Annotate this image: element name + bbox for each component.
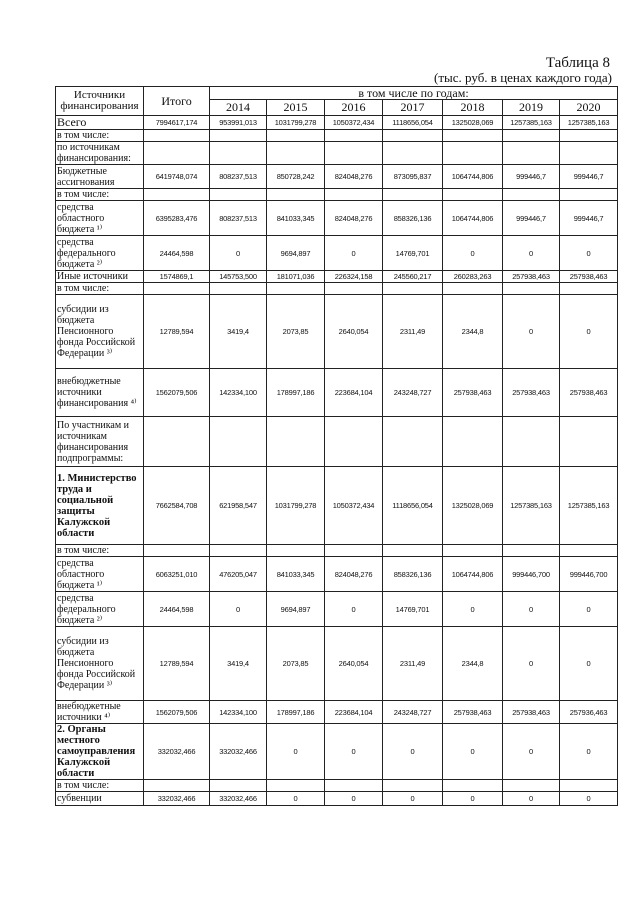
cell-empty	[267, 142, 325, 165]
cell-year-value: 850728,242	[267, 165, 325, 189]
header-sources: Источники финансирования	[56, 87, 144, 116]
cell-empty	[210, 283, 267, 295]
cell-year-value: 0	[325, 592, 383, 627]
cell-empty	[443, 189, 503, 201]
cell-year-value: 257938,463	[503, 701, 560, 724]
cell-year-value: 332032,466	[210, 792, 267, 806]
cell-year-value: 841033,345	[267, 557, 325, 592]
cell-empty	[325, 142, 383, 165]
cell-year-value: 257936,463	[560, 701, 618, 724]
table-row	[56, 557, 618, 592]
cell-year-value: 2344,8	[443, 295, 503, 369]
cell-year-value: 1064744,806	[443, 165, 503, 189]
table-row	[56, 369, 618, 417]
cell-total: 1562079,506	[144, 701, 210, 724]
header-year: 2017	[383, 100, 443, 116]
row-label: внебюджетные источники финансирования ⁴⁾	[56, 369, 144, 417]
cell-year-value: 1031799,278	[267, 467, 325, 545]
cell-empty	[144, 142, 210, 165]
cell-year-value: 0	[210, 236, 267, 271]
cell-total: 1574869,1	[144, 271, 210, 283]
cell-empty	[325, 417, 383, 467]
scan-mark	[285, 6, 287, 8]
table-row	[56, 627, 618, 701]
cell-year-value: 1325028,069	[443, 467, 503, 545]
cell-year-value: 0	[503, 724, 560, 780]
cell-year-value: 0	[560, 792, 618, 806]
table-row	[56, 130, 618, 142]
cell-empty	[144, 780, 210, 792]
header-total: Итого	[144, 87, 210, 116]
table-row	[56, 417, 618, 467]
cell-empty	[210, 142, 267, 165]
header-year: 2018	[443, 100, 503, 116]
table-row	[56, 165, 618, 189]
cell-empty	[210, 130, 267, 142]
cell-year-value: 824048,276	[325, 165, 383, 189]
cell-year-value: 2073,85	[267, 295, 325, 369]
cell-year-value: 1050372,434	[325, 467, 383, 545]
cell-year-value: 841033,345	[267, 201, 325, 236]
cell-year-value: 808237,513	[210, 165, 267, 189]
cell-year-value: 332032,466	[210, 724, 267, 780]
cell-year-value: 0	[443, 236, 503, 271]
cell-year-value: 245560,217	[383, 271, 443, 283]
cell-empty	[267, 780, 325, 792]
cell-year-value: 178997,186	[267, 369, 325, 417]
row-label: субсидии из бюджета Пенсионного фонда Российской Федерации ³⁾	[56, 295, 144, 369]
cell-empty	[560, 283, 618, 295]
cell-empty	[560, 780, 618, 792]
cell-year-value: 0	[503, 792, 560, 806]
table-row	[56, 236, 618, 271]
cell-year-value: 1118656,054	[383, 467, 443, 545]
cell-year-value: 0	[503, 295, 560, 369]
row-label: 1. Министерство труда и социальной защиты Калужской области	[56, 467, 144, 545]
cell-year-value: 0	[560, 592, 618, 627]
cell-total: 12789,594	[144, 295, 210, 369]
cell-empty	[144, 545, 210, 557]
cell-year-value: 621958,547	[210, 467, 267, 545]
cell-year-value: 0	[325, 724, 383, 780]
header-year: 2015	[267, 100, 325, 116]
cell-empty	[144, 189, 210, 201]
row-label: субвенции	[56, 792, 144, 806]
cell-empty	[210, 417, 267, 467]
cell-empty	[443, 780, 503, 792]
cell-year-value: 999446,700	[560, 557, 618, 592]
cell-empty	[383, 189, 443, 201]
row-label: средства федерального бюджета ²⁾	[56, 592, 144, 627]
cell-year-value: 0	[325, 792, 383, 806]
row-label: субсидии из бюджета Пенсионного фонда Российской Федерации ³⁾	[56, 627, 144, 701]
cell-year-value: 999446,7	[503, 201, 560, 236]
cell-empty	[210, 545, 267, 557]
cell-year-value: 243248,727	[383, 369, 443, 417]
cell-year-value: 0	[560, 627, 618, 701]
cell-empty	[267, 189, 325, 201]
cell-empty	[210, 189, 267, 201]
cell-year-value: 1031799,278	[267, 116, 325, 130]
table-row	[56, 283, 618, 295]
cell-empty	[503, 780, 560, 792]
cell-year-value: 999446,700	[503, 557, 560, 592]
cell-year-value: 999446,7	[560, 201, 618, 236]
cell-empty	[325, 545, 383, 557]
cell-year-value: 1325028,069	[443, 116, 503, 130]
cell-year-value: 0	[503, 592, 560, 627]
row-label: Всего	[56, 116, 144, 130]
cell-year-value: 2640,054	[325, 295, 383, 369]
financing-table	[55, 86, 618, 806]
cell-year-value: 0	[267, 792, 325, 806]
cell-year-value: 0	[503, 627, 560, 701]
cell-year-value: 223684,104	[325, 369, 383, 417]
cell-year-value: 0	[325, 236, 383, 271]
cell-year-value: 1064744,806	[443, 201, 503, 236]
header-year: 2014	[210, 100, 267, 116]
row-label: средства областного бюджета ¹⁾	[56, 201, 144, 236]
cell-empty	[267, 545, 325, 557]
cell-empty	[383, 545, 443, 557]
cell-year-value: 999446,7	[560, 165, 618, 189]
cell-year-value: 260283,263	[443, 271, 503, 283]
cell-year-value: 476205,047	[210, 557, 267, 592]
cell-total: 6419748,074	[144, 165, 210, 189]
cell-empty	[267, 417, 325, 467]
cell-empty	[443, 283, 503, 295]
cell-empty	[144, 417, 210, 467]
cell-year-value: 257938,463	[503, 369, 560, 417]
row-label: средства областного бюджета ¹⁾	[56, 557, 144, 592]
table-row	[56, 792, 618, 806]
cell-year-value: 257938,463	[443, 369, 503, 417]
cell-year-value: 873095,837	[383, 165, 443, 189]
cell-total: 332032,466	[144, 792, 210, 806]
cell-year-value: 953991,013	[210, 116, 267, 130]
table-row	[56, 592, 618, 627]
cell-year-value: 14769,701	[383, 592, 443, 627]
cell-total: 6395283,476	[144, 201, 210, 236]
cell-total: 24464,598	[144, 592, 210, 627]
cell-empty	[325, 189, 383, 201]
cell-year-value: 0	[443, 792, 503, 806]
cell-year-value: 9694,897	[267, 236, 325, 271]
cell-total: 24464,598	[144, 236, 210, 271]
cell-empty	[144, 130, 210, 142]
cell-total: 12789,594	[144, 627, 210, 701]
row-label: в том числе:	[56, 189, 144, 201]
cell-year-value: 2073,85	[267, 627, 325, 701]
cell-empty	[503, 189, 560, 201]
table-row	[56, 295, 618, 369]
row-label: 2. Органы местного самоуправления Калужской области	[56, 724, 144, 780]
cell-empty	[560, 545, 618, 557]
header-year: 2016	[325, 100, 383, 116]
row-label: внебюджетные источники ⁴⁾	[56, 701, 144, 724]
cell-empty	[503, 417, 560, 467]
cell-empty	[503, 283, 560, 295]
cell-year-value: 1257385,163	[503, 467, 560, 545]
cell-year-value: 0	[443, 724, 503, 780]
table-row	[56, 271, 618, 283]
cell-year-value: 0	[383, 724, 443, 780]
table-row	[56, 545, 618, 557]
cell-year-value: 3419,4	[210, 627, 267, 701]
cell-year-value: 2640,054	[325, 627, 383, 701]
cell-year-value: 2311,49	[383, 295, 443, 369]
cell-empty	[325, 780, 383, 792]
cell-empty	[210, 780, 267, 792]
cell-empty	[383, 130, 443, 142]
cell-empty	[267, 283, 325, 295]
table-label: Таблица 8	[545, 55, 610, 71]
cell-year-value: 3419,4	[210, 295, 267, 369]
cell-year-value: 2311,49	[383, 627, 443, 701]
cell-year-value: 858326,136	[383, 201, 443, 236]
cell-empty	[383, 417, 443, 467]
cell-year-value: 0	[560, 236, 618, 271]
table-body	[56, 116, 618, 806]
header-by-years: в том числе по годам:	[210, 87, 618, 100]
cell-year-value: 14769,701	[383, 236, 443, 271]
cell-empty	[503, 545, 560, 557]
cell-empty	[560, 130, 618, 142]
cell-empty	[443, 142, 503, 165]
cell-year-value: 181071,036	[267, 271, 325, 283]
cell-year-value: 0	[267, 724, 325, 780]
cell-total: 1562079,506	[144, 369, 210, 417]
cell-year-value: 999446,7	[503, 165, 560, 189]
cell-empty	[443, 130, 503, 142]
cell-year-value: 1064744,806	[443, 557, 503, 592]
cell-year-value: 0	[560, 295, 618, 369]
cell-year-value: 824048,276	[325, 557, 383, 592]
cell-year-value: 257938,463	[443, 701, 503, 724]
cell-year-value: 808237,513	[210, 201, 267, 236]
cell-empty	[144, 283, 210, 295]
row-label: в том числе:	[56, 780, 144, 792]
cell-year-value: 257938,463	[560, 369, 618, 417]
cell-year-value: 145753,500	[210, 271, 267, 283]
cell-year-value: 858326,136	[383, 557, 443, 592]
cell-year-value: 1050372,434	[325, 116, 383, 130]
row-label: Иные источники	[56, 271, 144, 283]
row-label: По участникам и источникам финансирования подпрограммы:	[56, 417, 144, 467]
table-row	[56, 467, 618, 545]
cell-year-value: 226324,158	[325, 271, 383, 283]
row-label: в том числе:	[56, 130, 144, 142]
cell-empty	[503, 130, 560, 142]
cell-empty	[383, 283, 443, 295]
cell-empty	[383, 142, 443, 165]
header-year: 2020	[560, 100, 618, 116]
table-row	[56, 201, 618, 236]
cell-year-value: 0	[443, 592, 503, 627]
table-row	[56, 116, 618, 130]
cell-year-value: 243248,727	[383, 701, 443, 724]
cell-year-value: 178997,186	[267, 701, 325, 724]
row-label: средства федерального бюджета ²⁾	[56, 236, 144, 271]
cell-year-value: 9694,897	[267, 592, 325, 627]
cell-total: 7662584,708	[144, 467, 210, 545]
header-year: 2019	[503, 100, 560, 116]
row-label: в том числе:	[56, 545, 144, 557]
cell-year-value: 2344,8	[443, 627, 503, 701]
table-row	[56, 142, 618, 165]
table-row	[56, 701, 618, 724]
cell-total: 6063251,010	[144, 557, 210, 592]
cell-year-value: 0	[560, 724, 618, 780]
cell-year-value: 1257385,163	[560, 116, 618, 130]
table-row	[56, 189, 618, 201]
table-row	[56, 724, 618, 780]
cell-year-value: 1257385,163	[560, 467, 618, 545]
cell-year-value: 0	[383, 792, 443, 806]
cell-empty	[560, 189, 618, 201]
cell-empty	[383, 780, 443, 792]
cell-empty	[267, 130, 325, 142]
cell-empty	[560, 142, 618, 165]
cell-year-value: 223684,104	[325, 701, 383, 724]
cell-empty	[560, 417, 618, 467]
cell-year-value: 1118656,054	[383, 116, 443, 130]
cell-year-value: 0	[210, 592, 267, 627]
cell-year-value: 257938,463	[560, 271, 618, 283]
row-label: в том числе:	[56, 283, 144, 295]
cell-empty	[443, 545, 503, 557]
row-label: Бюджетные ассигнования	[56, 165, 144, 189]
units-note: (тыс. руб. в ценах каждого года)	[434, 70, 612, 85]
cell-year-value: 257938,463	[503, 271, 560, 283]
cell-year-value: 0	[503, 236, 560, 271]
cell-empty	[443, 417, 503, 467]
cell-year-value: 824048,276	[325, 201, 383, 236]
cell-empty	[325, 130, 383, 142]
cell-total: 332032,466	[144, 724, 210, 780]
cell-year-value: 1257385,163	[503, 116, 560, 130]
cell-empty	[325, 283, 383, 295]
table-row	[56, 780, 618, 792]
cell-total: 7994617,174	[144, 116, 210, 130]
cell-year-value: 142334,100	[210, 701, 267, 724]
cell-year-value: 142334,100	[210, 369, 267, 417]
cell-empty	[503, 142, 560, 165]
row-label: по источникам финансирования:	[56, 142, 144, 165]
